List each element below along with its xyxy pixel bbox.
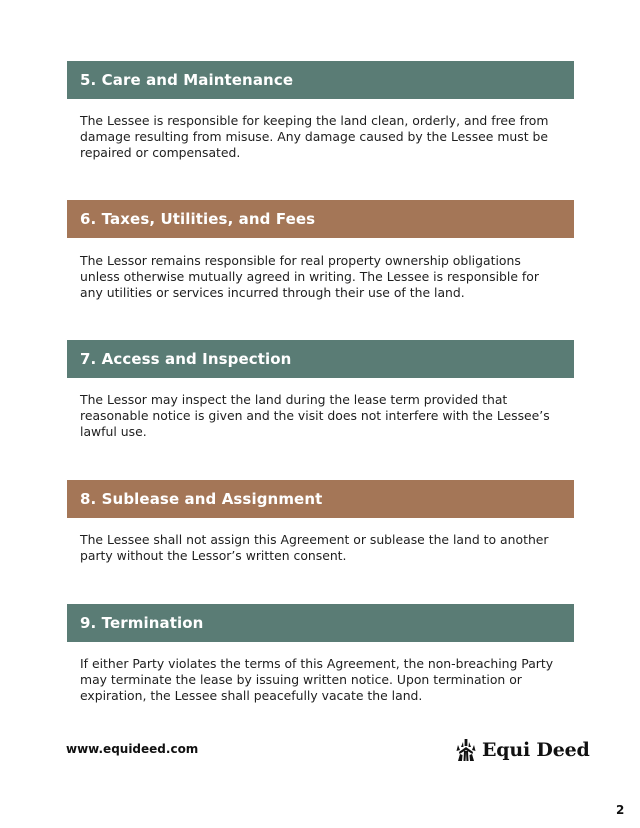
section-body-sublease-assignment: The Lessee shall not assign this Agreement or sublease the land to another party without the Lessor’s written consent. — [80, 532, 549, 563]
section-title: 6. Taxes, Utilities, and Fees — [80, 210, 316, 228]
section-header-access-inspection — [67, 340, 574, 378]
section-header-taxes-utilities-fees — [67, 200, 574, 238]
section-title: 7. Access and Inspection — [80, 350, 292, 368]
footer-website-link[interactable]: www.equideed.com — [66, 742, 199, 756]
section-title: 9. Termination — [80, 614, 204, 632]
section-body-access-inspection: The Lessor may inspect the land during the lease term provided that reasonable notice is given and the visit does not interfere with the Lessee’s lawful use. — [80, 392, 550, 439]
section-title: 5. Care and Maintenance — [80, 71, 294, 89]
equi-deed-logo-icon — [456, 739, 476, 761]
section-header-termination — [67, 604, 574, 642]
equi-deed-logo — [456, 737, 590, 763]
section-header-sublease-assignment — [67, 480, 574, 518]
section-body-taxes-utilities-fees: The Lessor remains responsible for real property ownership obligations unless otherwise mutually agreed in writing. The Lessee is responsible for any utilities or services incurred through their use of the land. — [80, 253, 539, 300]
logo-text: Equi Deed — [482, 739, 590, 761]
section-body-termination: If either Party violates the terms of this Agreement, the non-breaching Party may terminate the lease by issuing written notice. Upon termination or expiration, the Lessee shall peacefully vacate the land. — [80, 656, 554, 703]
section-header-care-maintenance — [67, 61, 574, 99]
section-title: 8. Sublease and Assignment — [80, 490, 323, 508]
section-body-care-maintenance: The Lessee is responsible for keeping the land clean, orderly, and free from damage resulting from misuse. Any damage caused by the Lessee must be repaired or compensated. — [80, 113, 549, 160]
page-number: 2 — [616, 803, 625, 817]
